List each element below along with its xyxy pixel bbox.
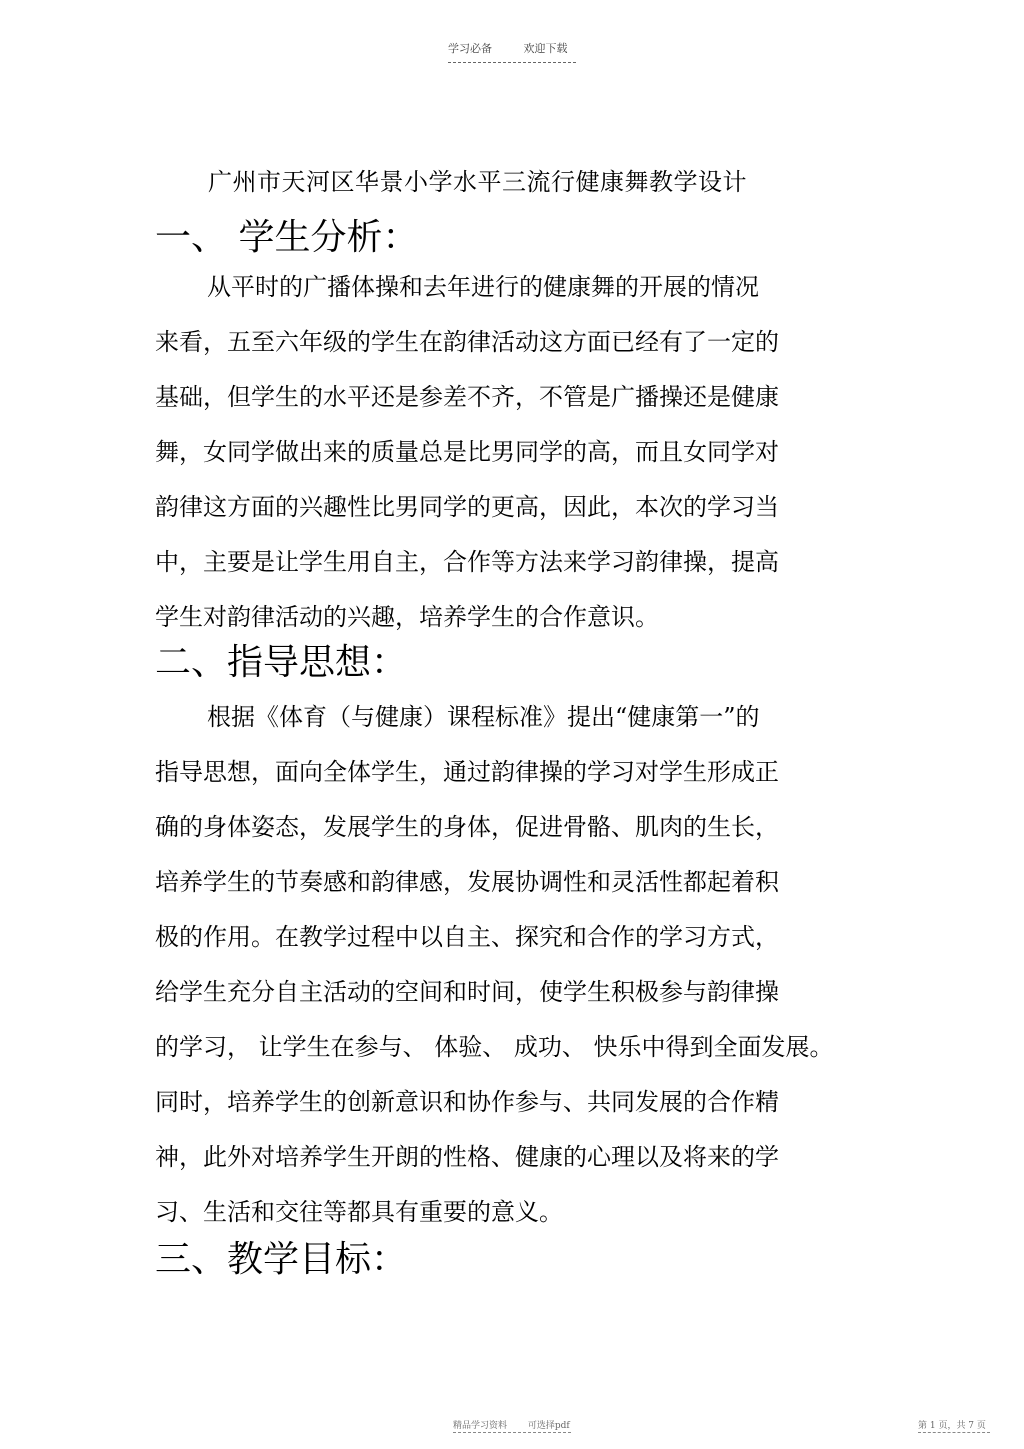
paragraph-line: 从平时的广播体操和去年进行的健康舞的开展的情况 xyxy=(207,273,759,301)
paragraph-student-analysis xyxy=(155,260,845,645)
header-divider xyxy=(448,62,576,63)
footer-left xyxy=(453,1418,570,1431)
paragraph-guiding-ideology xyxy=(155,690,845,1240)
paragraph-line: 基础，但学生的水平还是参差不齐，不管是广播操还是健康 xyxy=(155,383,779,411)
paragraph-line: 确的身体姿态，发展学生的身体，促进骨骼、肌肉的生长， xyxy=(155,813,779,841)
paragraph-line: 舞，女同学做出来的质量总是比男同学的高，而且女同学对 xyxy=(155,438,779,466)
paragraph-line: 来看，五至六年级的学生在韵律活动这方面已经有了一定的 xyxy=(155,328,779,356)
section-heading-teaching-objectives: 三、教学目标： xyxy=(155,1239,408,1280)
paragraph-line: 培养学生的节奏感和韵律感，发展协调性和灵活性都起着积 xyxy=(155,868,779,896)
paragraph-line: 学生对韵律活动的兴趣，培养学生的合作意识。 xyxy=(155,603,659,631)
paragraph-line: 中，主要是让学生用自主，合作等方法来学习韵律操，提高 xyxy=(155,548,779,576)
paragraph-line: 给学生充分自主活动的空间和时间，使学生积极参与韵律操 xyxy=(155,978,779,1006)
section-heading-student-analysis: 一、 学生分析： xyxy=(155,217,419,258)
paragraph-line: 指导思想，面向全体学生，通过韵律操的学习对学生形成正 xyxy=(155,758,779,786)
footer-middle-text: 可选择pdf xyxy=(527,1421,570,1431)
header-left-text: 学习必备 xyxy=(448,42,492,55)
page-number: 第 1 页，共 7 页 xyxy=(918,1421,986,1431)
paragraph-line: 习、生活和交往等都具有重要的意义。 xyxy=(155,1198,563,1226)
paragraph-line: 根据《体育（与健康）课程标准》提出“健康第一”的 xyxy=(207,703,760,731)
page-header xyxy=(448,40,578,63)
paragraph-line: 神，此外对培养学生开朗的性格、健康的心理以及将来的学 xyxy=(155,1143,779,1171)
footer-divider xyxy=(918,1432,990,1433)
section-heading-guiding-ideology: 二、指导思想： xyxy=(155,642,408,683)
page-footer xyxy=(0,1418,1024,1438)
footer-left-text: 精品学习资料 xyxy=(453,1421,508,1431)
paragraph-line: 韵律这方面的兴趣性比男同学的更高，因此，本次的学习当 xyxy=(155,493,779,521)
paragraph-line: 极的作用。在教学过程中以自主、探究和合作的学习方式， xyxy=(155,923,779,951)
paragraph-line: 同时，培养学生的创新意识和协作参与、共同发展的合作精 xyxy=(155,1088,779,1116)
footer-divider xyxy=(453,1432,571,1433)
paragraph-line: 的学习， 让学生在参与、 体验、 成功、 快乐中得到全面发展。 xyxy=(155,1033,834,1061)
document-title: 广州市天河区华景小学水平三流行健康舞教学设计 xyxy=(208,168,747,196)
header-right-text: 欢迎下载 xyxy=(523,42,568,55)
